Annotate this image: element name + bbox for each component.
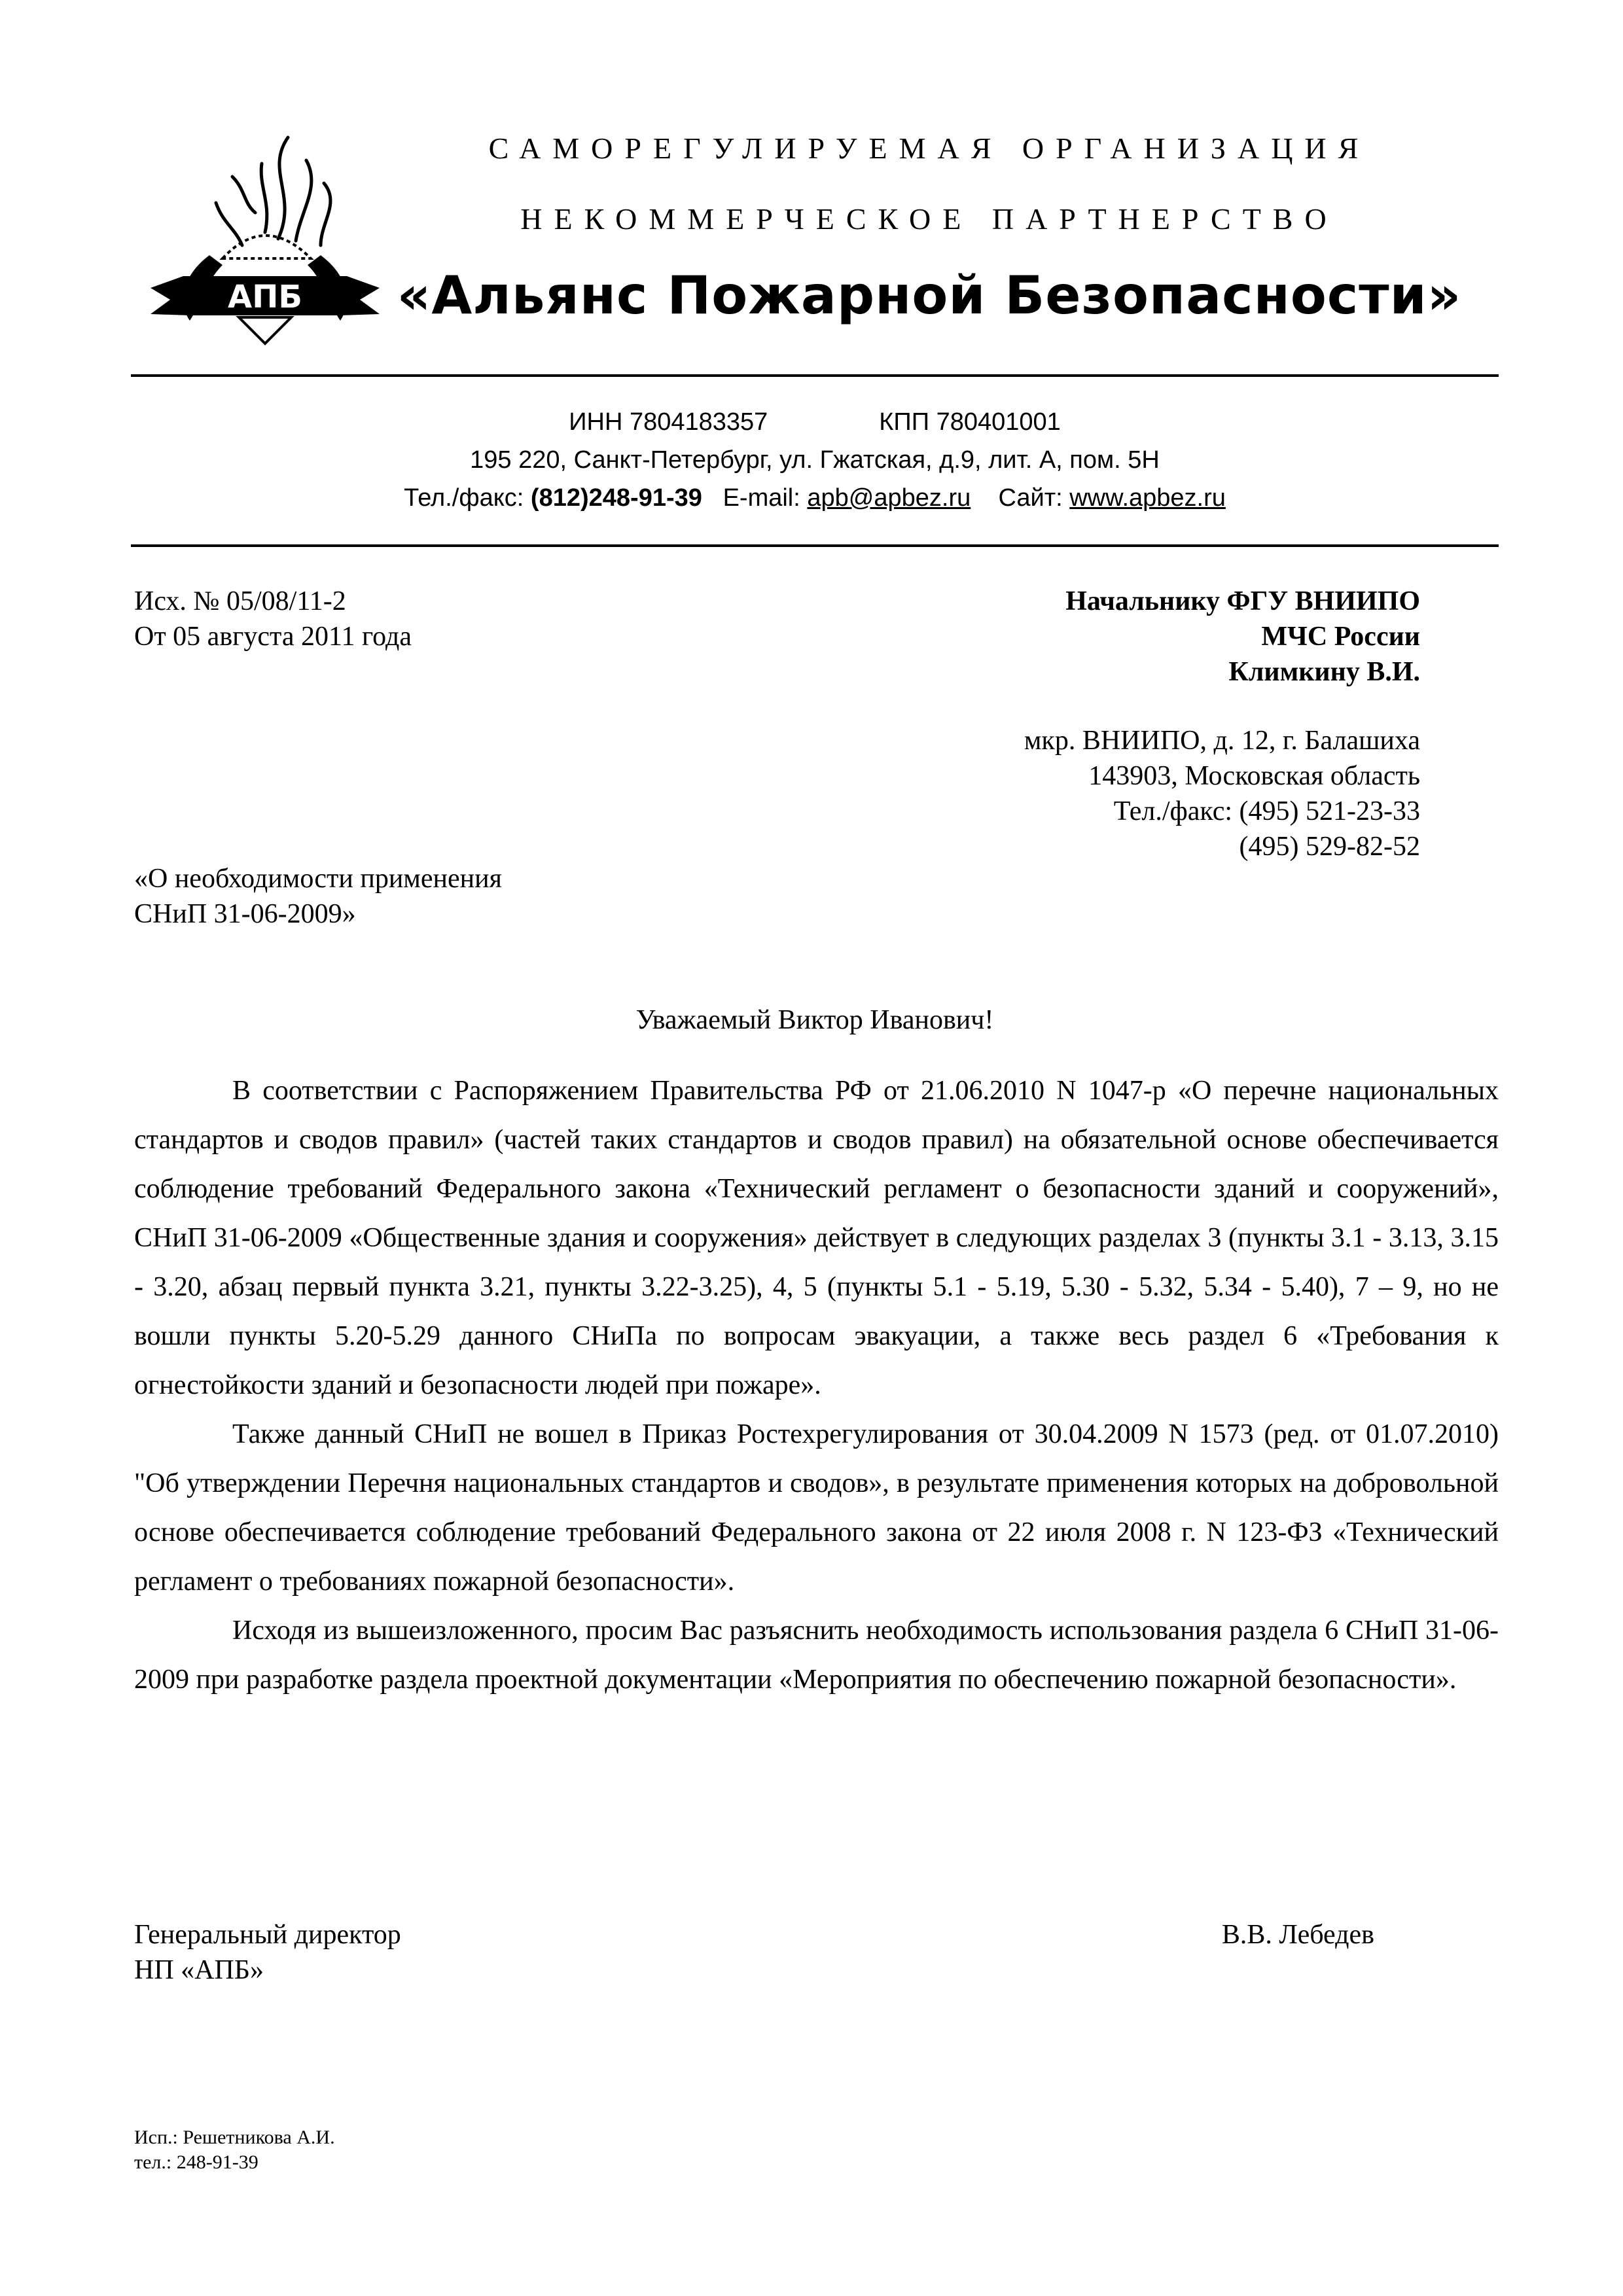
recipient-title: Начальнику ФГУ ВНИИПО	[1065, 586, 1420, 616]
organization-name: «Альянс Пожарной Безопасности»	[397, 265, 1462, 326]
executor-info	[134, 2125, 658, 2175]
body-paragraph-1: В соответствии с Распоряжением Правительства РФ от 21.06.2010 N 1047-р «О перечне национальных стандартов и сводов правил» (частей таких стандартов и сводов правил) на обязательной основе обеспечивается соблюдение требований Федерального закона «Технический регламент о безопасности зданий и сооружений», СНиП 31-06-2009 «Общественные здания и сооружения» действует в следующих разделах 3 (пункты 3.1 - 3.13, 3.15 - 3.20, абзац первый пункта 3.21, пункты 3.22-3.25), 4, 5 (пункты 5.1 - 5.19, 5.30 - 5.32, 5.34 - 5.40), 7 – 9, но не вошли пункты 5.20-5.29 данного СНиПа по вопросам эвакуации, а также весь раздел 6 «Требования к огнестойкости зданий и безопасности людей при пожаре».	[134, 1076, 1499, 1400]
signatory-position-line1: Генеральный директор	[134, 1920, 401, 1950]
logo-text: АПБ	[228, 279, 302, 315]
recipient-phone: Тел./факс: (495) 521-23-33	[1113, 796, 1420, 826]
recipient-address-line2: 143903, Московская область	[1088, 761, 1420, 791]
site-link[interactable]: www.apbez.ru	[1069, 484, 1226, 512]
recipient-ministry: МЧС России	[1261, 622, 1420, 652]
recipient-address	[851, 723, 1420, 864]
phone-number: (812)248-91-39	[530, 484, 702, 512]
email-label: E-mail:	[722, 484, 808, 512]
recipient-block	[851, 584, 1420, 690]
phone-label: Тел./факс:	[404, 484, 531, 512]
recipient-address-line1: мкр. ВНИИПО, д. 12, г. Балашиха	[1024, 726, 1420, 756]
site-label: Сайт:	[998, 484, 1070, 512]
subject-line1: «О необходимости применения	[134, 864, 502, 894]
reference-number: Исх. № 05/08/11-2	[134, 586, 346, 616]
signatory-position	[134, 1917, 723, 1988]
recipient-name: Климкину В.И.	[1228, 657, 1420, 687]
executor-phone: тел.: 248-91-39	[134, 2151, 259, 2173]
org-type-line2: НЕКОММЕРЧЕСКОЕ ПАРТНЕРСТВО	[520, 202, 1338, 236]
letter-body	[134, 1067, 1499, 1704]
email-link[interactable]: apb@apbez.ru	[807, 484, 971, 512]
org-type-line1: САМОРЕГУЛИРУЕМАЯ ОРГАНИЗАЦИЯ	[488, 132, 1370, 165]
organization-logo	[124, 124, 406, 347]
inn: ИНН 7804183357	[569, 408, 768, 436]
outgoing-reference	[134, 584, 723, 654]
header-divider-bottom	[131, 544, 1499, 547]
kpp: КПП 780401001	[879, 408, 1061, 436]
header-divider-top	[131, 374, 1499, 377]
body-paragraph-2: Также данный СНиП не вошел в Приказ Ростехрегулирования от 30.04.2009 N 1573 (ред. от 01.07.2010) "Об утверждении Перечня национальных стандартов и сводов», в результате применения которых на добровольной основе обеспечивается соблюдение требований Федерального закона от 22 июля 2008 г. N 123-ФЗ «Технический регламент о требованиях пожарной безопасности».	[134, 1419, 1499, 1597]
tax-ids-line	[131, 408, 1499, 436]
contacts-line	[131, 484, 1499, 512]
recipient-phone-2: (495) 529-82-52	[1239, 832, 1420, 862]
subject-line2: СНиП 31-06-2009»	[134, 899, 356, 929]
letter-subject	[134, 861, 789, 932]
signatory-position-line2: НП «АПБ»	[134, 1955, 264, 1985]
org-address: 195 220, Санкт-Петербург, ул. Гжатская, д.9, лит. А, пом. 5Н	[470, 446, 1160, 474]
signatory-name: В.В. Лебедев	[1221, 1920, 1374, 1950]
body-paragraph-3: Исходя из вышеизложенного, просим Вас разъяснить необходимость использования раздела 6 СНиП 31-06-2009 при разработке раздела проектной документации «Мероприятия по обеспечению пожарной безопасности».	[134, 1616, 1499, 1695]
reference-date: От 05 августа 2011 года	[134, 622, 412, 652]
executor-name: Исп.: Решетникова А.И.	[134, 2127, 335, 2148]
greeting: Уважаемый Виктор Иванович!	[635, 1005, 994, 1035]
